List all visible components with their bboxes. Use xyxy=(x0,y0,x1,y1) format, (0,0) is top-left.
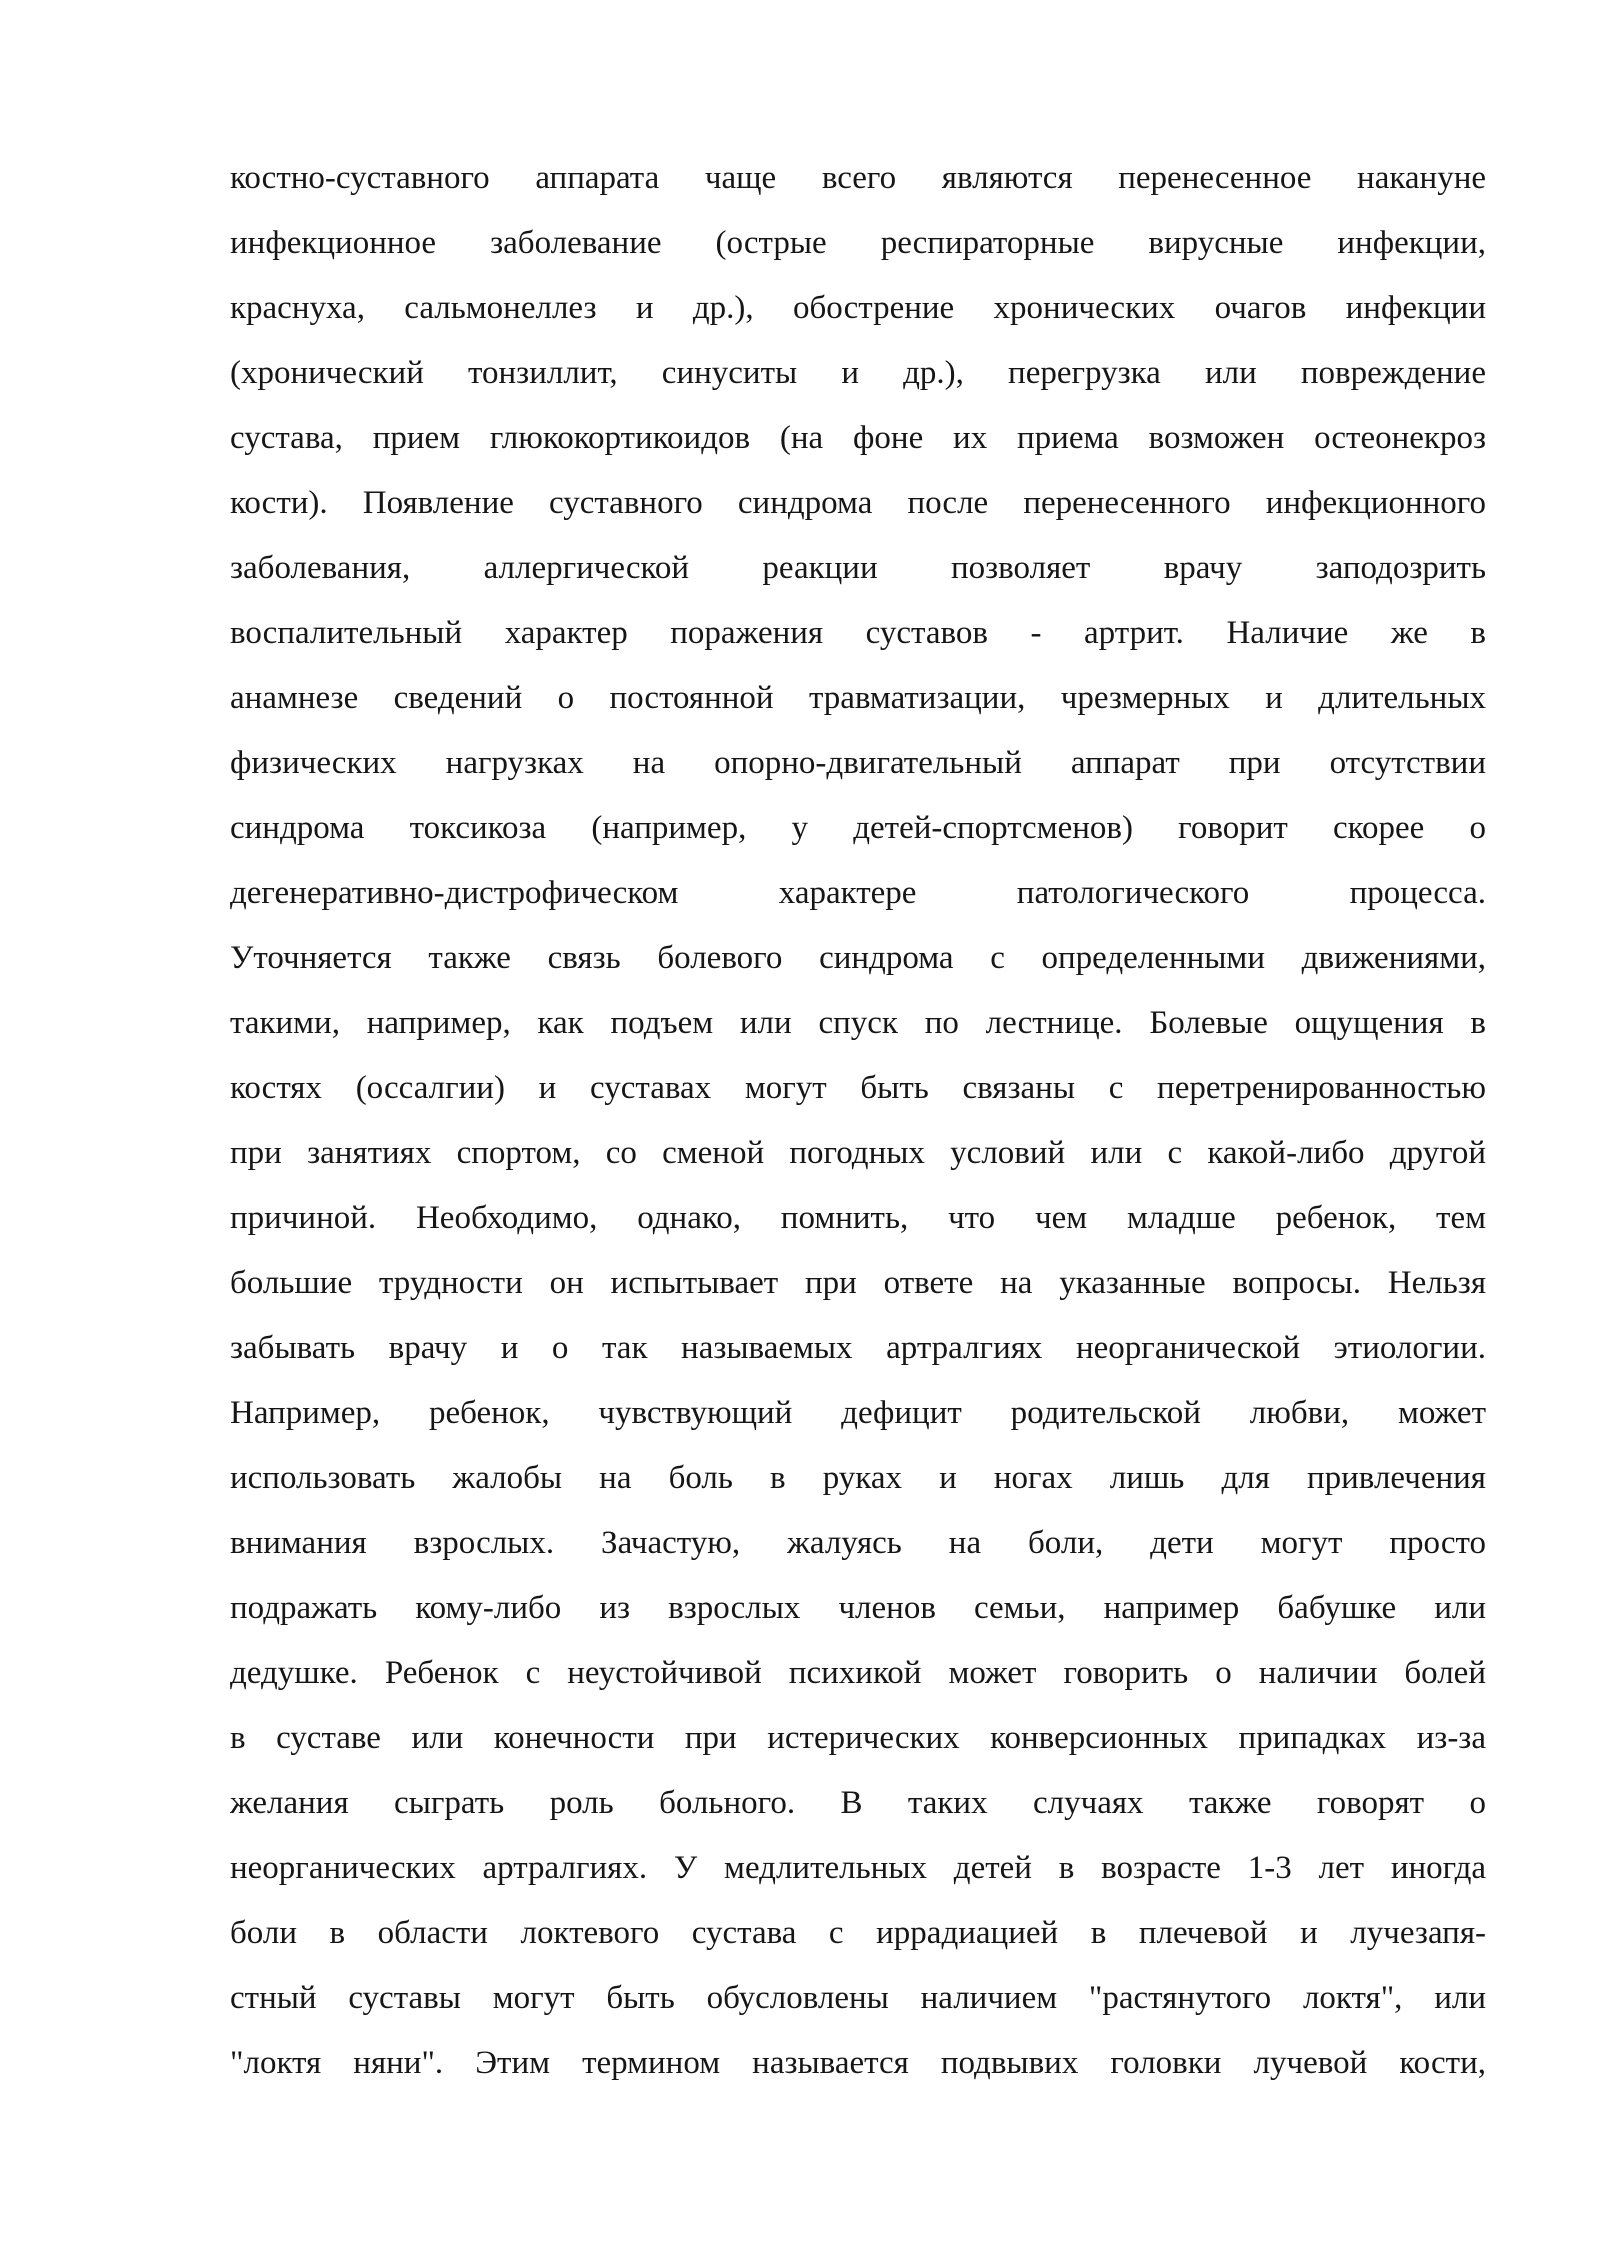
text-line: (хронический тонзиллит, синуситы и др.), перегрузка или повреждение xyxy=(230,355,1486,391)
text-line: сустава, прием глюкокортикоидов (на фоне их приема возможен остеонекроз xyxy=(230,420,1486,456)
text-line: физических нагрузках на опорно-двигательный аппарат при отсутствии xyxy=(230,745,1486,781)
text-line: синдрома токсикоза (например, у детей-спортсменов) говорит скорее о xyxy=(230,810,1486,846)
text-line: костях (оссалгии) и суставах могут быть связаны с перетренированностью xyxy=(230,1070,1486,1106)
body-text xyxy=(230,146,1486,2096)
text-line: подражать кому-либо из взрослых членов семьи, например бабушке или xyxy=(230,1590,1486,1626)
text-line: внимания взрослых. Зачастую, жалуясь на боли, дети могут просто xyxy=(230,1525,1486,1561)
text-line: инфекционное заболевание (острые респираторные вирусные инфекции, xyxy=(230,225,1486,261)
text-line: при занятиях спортом, со сменой погодных условий или с какой-либо другой xyxy=(230,1135,1486,1171)
text-line: такими, например, как подъем или спуск по лестнице. Болевые ощущения в xyxy=(230,1005,1486,1041)
text-line: воспалительный характер поражения суставов - артрит. Наличие же в xyxy=(230,615,1486,651)
text-line: использовать жалобы на боль в руках и ногах лишь для привлечения xyxy=(230,1460,1486,1496)
text-line: боли в области локтевого сустава с иррадиацией в плечевой и лучезапя- xyxy=(230,1915,1486,1951)
text-line: анамнезе сведений о постоянной травматизации, чрезмерных и длительных xyxy=(230,680,1486,716)
text-line: в суставе или конечности при истерических конверсионных припадках из-за xyxy=(230,1720,1486,1756)
text-line: дегенеративно-дистрофическом характере патологического процесса. xyxy=(230,875,1486,911)
text-line: неорганических артралгиях. У медлительных детей в возрасте 1-3 лет иногда xyxy=(230,1850,1486,1886)
text-line: кости). Появление суставного синдрома после перенесенного инфекционного xyxy=(230,485,1486,521)
text-line: дедушке. Ребенок с неустойчивой психикой может говорить о наличии болей xyxy=(230,1655,1486,1691)
text-line: Уточняется также связь болевого синдрома с определенными движениями, xyxy=(230,940,1486,976)
text-line: костно-суставного аппарата чаще всего являются перенесенное накануне xyxy=(230,160,1486,196)
text-line: причиной. Необходимо, однако, помнить, что чем младше ребенок, тем xyxy=(230,1200,1486,1236)
text-line: стный суставы могут быть обусловлены наличием "растянутого локтя", или xyxy=(230,1980,1486,2016)
text-line: "локтя няни". Этим термином называется подвывих головки лучевой кости, xyxy=(230,2045,1486,2081)
text-line: большие трудности он испытывает при ответе на указанные вопросы. Нельзя xyxy=(230,1265,1486,1301)
text-line: желания сыграть роль больного. В таких случаях также говорят о xyxy=(230,1785,1486,1821)
text-line: краснуха, сальмонеллез и др.), обострение хронических очагов инфекции xyxy=(230,290,1486,326)
text-line: заболевания, аллергической реакции позволяет врачу заподозрить xyxy=(230,550,1486,586)
text-line: Например, ребенок, чувствующий дефицит родительской любви, может xyxy=(230,1395,1486,1431)
text-line: забывать врачу и о так называемых артралгиях неорганической этиологии. xyxy=(230,1330,1486,1366)
